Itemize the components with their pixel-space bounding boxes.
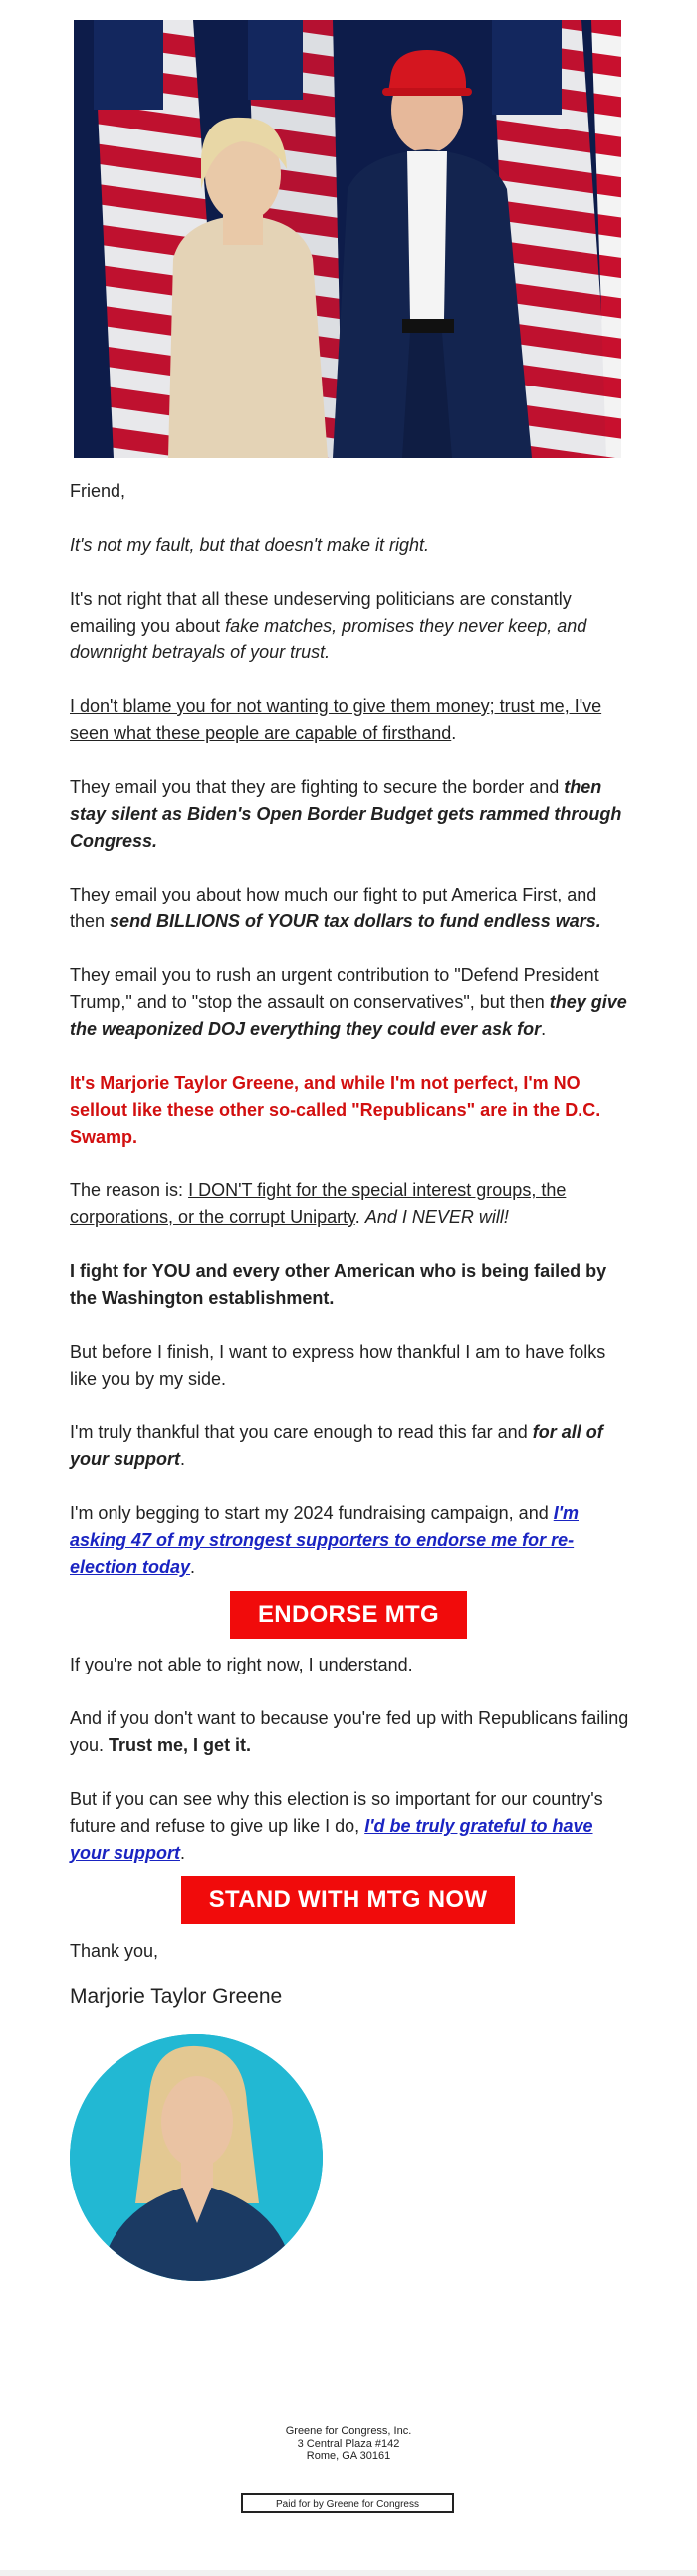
footer-address-line2: Rome, GA 30161 bbox=[306, 2450, 391, 2462]
bottom-divider bbox=[0, 2570, 697, 2576]
para-thankful: But before I finish, I want to express how thankful I am to have folks like you by my side. bbox=[70, 1342, 606, 1389]
para-mtg-statement: It's Marjorie Taylor Greene, and while I'm not perfect, I'm NO sellout like these other so-called "Republicans" are in the D.C. Swamp. bbox=[70, 1073, 601, 1147]
para-undeserving-text: It's not right that all these undeserving politicians are constantly emailing you about bbox=[70, 589, 572, 636]
endorse-link[interactable]: I'm asking 47 of my strongest supporters to endorse me for re-election today bbox=[70, 1503, 580, 1577]
para-fundraising bbox=[70, 1500, 632, 1581]
para-undeserving bbox=[70, 586, 632, 666]
para-not-able: If you're not able to right now, I understand. bbox=[70, 1655, 413, 1674]
para-border bbox=[70, 774, 632, 855]
para-fed-up-emph: Trust me, I get it. bbox=[109, 1735, 252, 1755]
paid-for-disclaimer: Paid for by Greene for Congress bbox=[241, 2493, 454, 2513]
para-reason-emph: And I NEVER will! bbox=[364, 1207, 509, 1227]
para-reason-sep: . bbox=[354, 1207, 365, 1227]
para-border-text: They email you that they are fighting to secure the border and bbox=[70, 777, 565, 797]
portrait-illustration bbox=[70, 2034, 323, 2281]
endorse-mtg-button[interactable]: ENDORSE MTG bbox=[230, 1591, 467, 1639]
para-period: . bbox=[180, 1843, 186, 1863]
para-period: . bbox=[180, 1449, 186, 1469]
para-fed-up-text: And if you don't want to because you're fed up with Republicans failing you. bbox=[70, 1708, 629, 1755]
dont-blame-link[interactable]: I don't blame you for not wanting to give them money; trust me, I've seen what these people are capable of firsthand bbox=[70, 696, 602, 743]
para-period: . bbox=[451, 723, 457, 743]
para-intro: It's not my fault, but that doesn't make it right. bbox=[70, 535, 430, 555]
para-undeserving-emph: fake matches, promises they never keep, and downright betrayals of your trust. bbox=[70, 616, 587, 662]
para-wars-emph: send BILLIONS of YOUR tax dollars to fund endless wars. bbox=[110, 911, 601, 931]
footer-org: Greene for Congress, Inc. bbox=[285, 2425, 412, 2437]
para-election-text: But if you can see why this election is so important for our country's future and refuse to give up like I do, bbox=[70, 1789, 603, 1836]
para-doj bbox=[70, 962, 632, 1043]
para-election-important bbox=[70, 1786, 632, 1867]
para-doj-emph: they give the weaponized DOJ everything they could ever ask for bbox=[70, 992, 627, 1039]
para-fed-up bbox=[70, 1705, 632, 1759]
para-read-this-far bbox=[70, 1419, 632, 1473]
para-period: . bbox=[190, 1557, 196, 1577]
greeting: Friend, bbox=[70, 481, 126, 501]
para-border-emph: then stay silent as Biden's Open Border Budget gets rammed through Congress. bbox=[70, 777, 622, 851]
para-reason bbox=[70, 1177, 632, 1231]
hero-illustration bbox=[74, 20, 621, 458]
para-fight-for-you: I fight for YOU and every other American who is being failed by the Washington establishment. bbox=[70, 1261, 607, 1308]
hero-photo bbox=[74, 20, 621, 458]
special-interest-link[interactable]: I DON'T fight for the special interest groups, the corporations, or the corrupt Uniparty bbox=[70, 1180, 567, 1227]
para-fundraising-text: I'm only begging to start my 2024 fundraising campaign, and bbox=[70, 1503, 554, 1523]
para-read-text: I'm truly thankful that you care enough to read this far and bbox=[70, 1422, 533, 1442]
portrait-photo bbox=[70, 2034, 323, 2281]
para-wars-text: They email you about how much our fight to put America First, and then bbox=[70, 885, 597, 931]
footer-address-line1: 3 Central Plaza #142 bbox=[297, 2438, 400, 2449]
para-dont-blame bbox=[70, 693, 632, 747]
para-period: . bbox=[541, 1019, 547, 1039]
para-reason-text: The reason is: bbox=[70, 1180, 189, 1200]
support-link[interactable]: I'd be truly grateful to have your support bbox=[70, 1816, 593, 1863]
stand-with-mtg-button[interactable]: STAND WITH MTG NOW bbox=[181, 1876, 515, 1924]
para-doj-text: They email you to rush an urgent contribution to "Defend President Trump," and to "stop the assault on conservatives", but then bbox=[70, 965, 599, 1012]
para-wars bbox=[70, 882, 632, 935]
para-read-emph: for all of your support bbox=[70, 1422, 603, 1469]
signature: Marjorie Taylor Greene bbox=[70, 1985, 283, 2008]
closing: Thank you, bbox=[70, 1941, 159, 1961]
